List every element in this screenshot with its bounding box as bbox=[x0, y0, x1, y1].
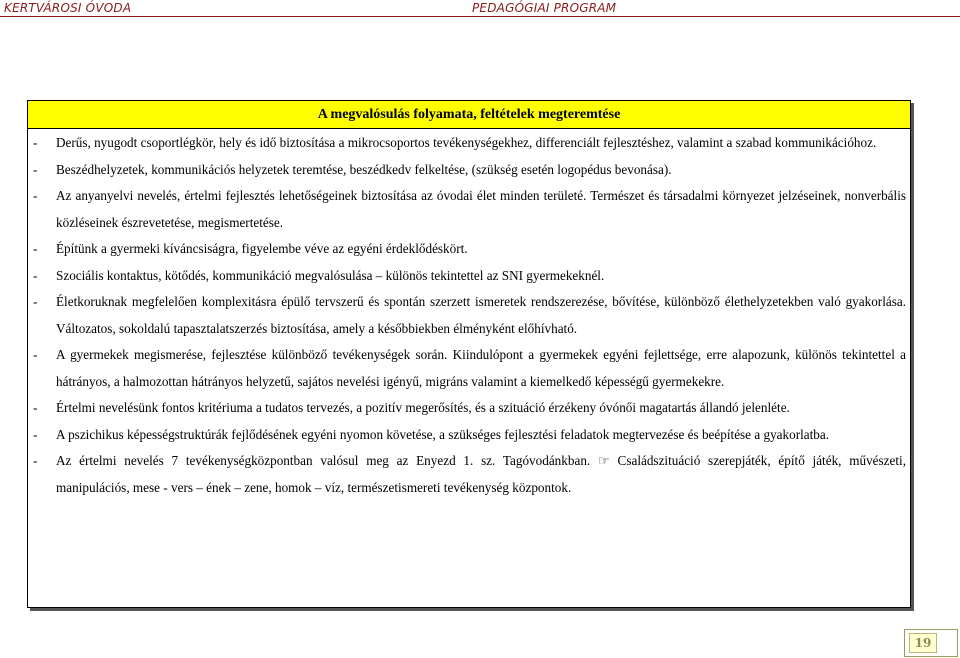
item-text: A pszichikus képességstruktúrák fejlődésének egyéni nyomon követése, a szükséges fejlesztési feladatok megtervezése és beépítése a gyakorlatba. bbox=[56, 426, 830, 442]
list-item bbox=[28, 422, 910, 449]
bullet-dash: - bbox=[33, 400, 38, 415]
bullet-dash: - bbox=[33, 347, 38, 362]
bullet-dash: - bbox=[33, 241, 38, 256]
item-text: A gyermekek megismerése, fejlesztése különböző tevékenységek során. Kiindulópont a gyermekek egyéni fejlettsége, erre alapozunk, különös tekintettel a hátrányos, a halmozottan hátrányos helyzetű, sajátos nevelési igényű, migráns valamint a kiemelkedő képességű gyermekekre. bbox=[56, 347, 906, 389]
list-item bbox=[28, 130, 910, 157]
list-item bbox=[28, 289, 910, 342]
list-item bbox=[28, 395, 910, 422]
box-title: A megvalósulás folyamata, feltételek megteremtése bbox=[28, 101, 910, 129]
bullet-dash: - bbox=[33, 453, 38, 468]
list-item bbox=[28, 448, 910, 501]
item-text: Értelmi nevelésünk fontos kritériuma a tudatos tervezés, a pozitív megerősítés, és a szituáció érzékeny óvónői magatartás állandó jelenléte. bbox=[56, 400, 790, 415]
item-list bbox=[28, 130, 910, 501]
page-number: 19 bbox=[909, 633, 937, 653]
header-rule bbox=[0, 16, 960, 17]
item-text: Életkoruknak megfelelően komplexitásra épülő tervszerű és spontán szerzett ismeretek rendszerezése, bővítése, különböző élethelyzetekben való gyakorlása. Változatos, sokoldalú tapasztalatszerzés biztosítása, amely a későbbiekben élményként előhívható. bbox=[56, 294, 906, 336]
list-item bbox=[28, 342, 910, 395]
bullet-dash: - bbox=[33, 294, 38, 309]
item-text: Az értelmi nevelés 7 tevékenységközpontban valósul meg az Enyezd 1. sz. Tagóvodánkban. ☞ Családszituáció szerepjáték, építő játék, művészeti, manipulációs, mese - vers – ének – zene, homok – víz, természetismereti tevékenység központok. bbox=[56, 453, 906, 495]
bullet-dash: - bbox=[33, 188, 38, 203]
header-school-name: KERTVÁROSI ÓVODA bbox=[4, 1, 132, 15]
item-text: Építünk a gyermeki kíváncsiságra, figyelembe véve az egyéni érdeklődéskört. bbox=[56, 241, 468, 256]
bullet-dash: - bbox=[33, 135, 38, 150]
list-item bbox=[28, 157, 910, 184]
header-program-title: PEDAGÓGIAI PROGRAM bbox=[472, 1, 617, 15]
content-box bbox=[27, 100, 911, 608]
bullet-dash: - bbox=[33, 161, 38, 177]
page-number-box bbox=[904, 629, 958, 657]
item-text: Szociális kontaktus, kötődés, kommunikáció megvalósulása – különös tekintettel az SNI gyermekeknél. bbox=[56, 267, 605, 283]
list-item bbox=[28, 236, 910, 263]
item-text: Derűs, nyugodt csoportlégkör, hely és idő biztosítása a mikrocsoportos tevékenységekhez, differenciált fejlesztéshez, valamint a szabad kommunikációhoz. bbox=[56, 135, 877, 150]
running-header bbox=[0, 0, 960, 18]
list-item bbox=[28, 263, 910, 290]
bullet-dash: - bbox=[33, 267, 38, 283]
list-item bbox=[28, 183, 910, 236]
item-text: Beszédhelyzetek, kommunikációs helyzetek teremtése, beszédkedv felkeltése, (szükség esetén logopédus bevonása). bbox=[56, 161, 672, 177]
bullet-dash: - bbox=[33, 426, 38, 442]
item-text: Az anyanyelvi nevelés, értelmi fejlesztés lehetőségeinek biztosítása az óvodai élet minden területé. Természet és társadalmi környezet jelzéseinek, nonverbális közléseinek észrevetetése, megismertetése. bbox=[56, 188, 906, 230]
